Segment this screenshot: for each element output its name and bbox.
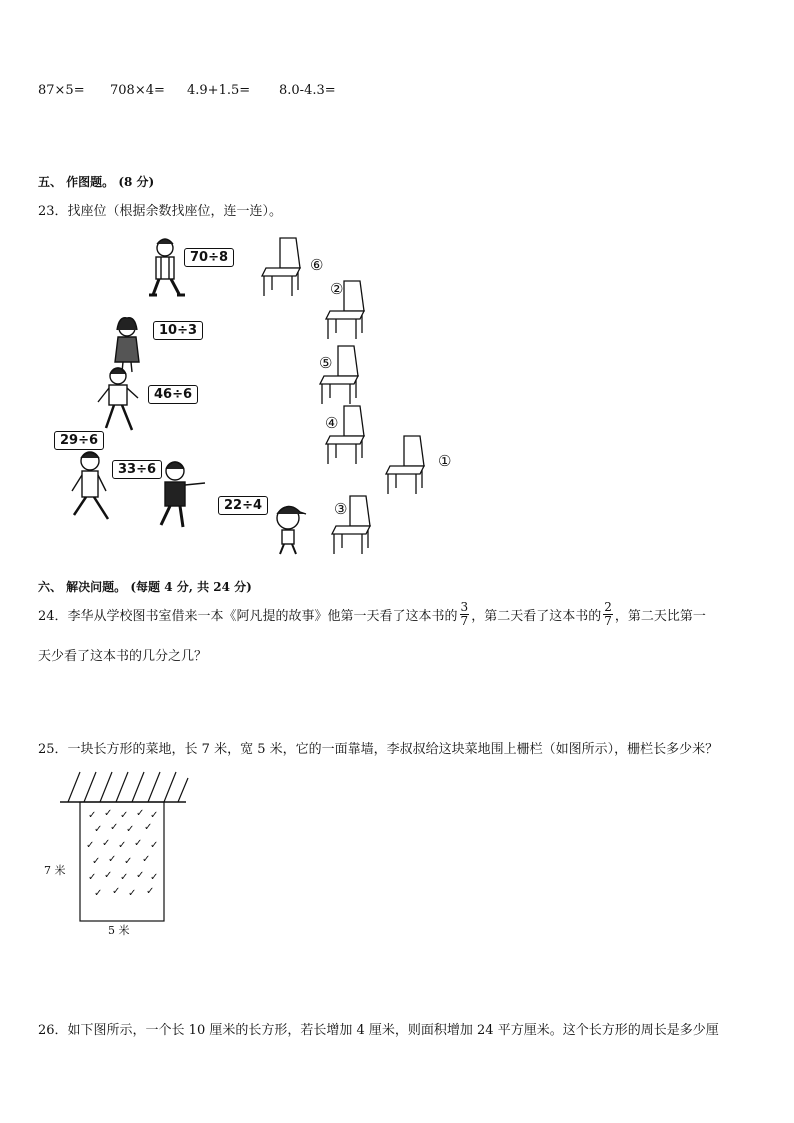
svg-text:✓: ✓ (124, 856, 133, 867)
svg-text:✓: ✓ (108, 854, 117, 865)
fraction-denominator: 7 (460, 614, 469, 628)
seat-number-5: ⑤ (319, 354, 333, 372)
kid-figure (98, 368, 138, 430)
svg-text:✓: ✓ (150, 872, 159, 883)
kid-4-expression: 29÷6 (54, 431, 104, 450)
chair-figure (262, 238, 300, 296)
q24-fraction-1 (460, 601, 470, 628)
kid-3-expression: 46÷6 (148, 385, 198, 404)
svg-text:✓: ✓ (146, 886, 155, 897)
section5-heading: 五、 作图题。 (8 分) (38, 175, 155, 189)
svg-text:✓: ✓ (102, 838, 111, 849)
kid-figure (161, 462, 205, 527)
q24-text-c: ，第二天比第一 (614, 609, 706, 624)
kid-2-expression: 10÷3 (153, 321, 203, 340)
calc-2: 708×4= (110, 83, 165, 98)
svg-text:✓: ✓ (86, 840, 95, 851)
svg-text:✓: ✓ (88, 872, 97, 883)
fraction-numerator: 2 (604, 600, 612, 614)
svg-text:✓: ✓ (136, 870, 145, 881)
svg-text:✓: ✓ (110, 822, 119, 833)
svg-text:✓: ✓ (104, 870, 113, 881)
q25-text: 25．一块长方形的菜地，长 7 米，宽 5 米，它的一面靠墙，李叔叔给这块菜地围上栅栏（如图所示），栅栏长多少米？ (38, 742, 719, 757)
svg-text:✓: ✓ (94, 824, 103, 835)
seat-number-3: ③ (334, 500, 348, 518)
q24-fraction-2 (603, 601, 613, 628)
svg-text:✓: ✓ (118, 840, 127, 851)
seat-number-1: ① (438, 452, 452, 470)
q26-text: 26．如下图所示，一个长 10 厘米的长方形，若长增加 4 厘米，则面积增加 24 平方厘米。这个长方形的周长是多少厘 (38, 1023, 719, 1038)
svg-text:✓: ✓ (150, 810, 159, 821)
calc-1: 87×5= (38, 83, 85, 98)
kid-1-expression: 70÷8 (184, 248, 234, 267)
fraction-denominator: 7 (604, 614, 612, 628)
svg-text:✓: ✓ (126, 824, 135, 835)
calc-4: 8.0-4.3= (279, 83, 336, 98)
seat-number-6: ⑥ (310, 256, 324, 274)
svg-text:✓: ✓ (104, 808, 113, 819)
kid-5-expression: 33÷6 (112, 460, 162, 479)
svg-text:✓: ✓ (120, 810, 129, 821)
svg-text:✓: ✓ (92, 856, 101, 867)
svg-text:✓: ✓ (88, 810, 97, 821)
garden-diagram (58, 770, 188, 925)
svg-text:✓: ✓ (112, 886, 121, 897)
svg-text:✓: ✓ (144, 822, 153, 833)
section6-heading: 六、 解决问题。 (每题 4 分, 共 24 分) (38, 580, 252, 594)
q24-line2: 天少看了这本书的几分之几？ (38, 649, 208, 664)
svg-text:✓: ✓ (136, 808, 145, 819)
svg-text:✓: ✓ (94, 888, 103, 899)
seat-number-4: ④ (325, 414, 339, 432)
kid-figure (277, 506, 306, 554)
fraction-numerator: 3 (460, 600, 469, 614)
svg-text:✓: ✓ (150, 840, 159, 851)
chair-figure (386, 436, 424, 494)
calc-3: 4.9+1.5= (187, 83, 251, 98)
q24-line1 (38, 601, 706, 628)
svg-text:✓: ✓ (128, 888, 137, 899)
kid-6-expression: 22÷4 (218, 496, 268, 515)
kid-figure (115, 318, 139, 372)
seat-illustration (40, 228, 480, 563)
q23-text: 23．找座位（根据余数找座位，连一连）。 (38, 204, 283, 219)
svg-text:✓: ✓ (134, 838, 143, 849)
svg-text:✓: ✓ (142, 854, 151, 865)
q24-text-b: ，第二天看了这本书的 (471, 609, 602, 624)
q24-text-a: 24．李华从学校图书室借来一本《阿凡提的故事》他第一天看了这本书的 (38, 609, 458, 624)
kid-figure (149, 239, 185, 295)
length-label: 7 米 (44, 864, 66, 877)
kid-figure (72, 452, 108, 519)
seat-number-2: ② (330, 280, 344, 298)
width-label: 5 米 (108, 924, 130, 937)
svg-text:✓: ✓ (120, 872, 129, 883)
